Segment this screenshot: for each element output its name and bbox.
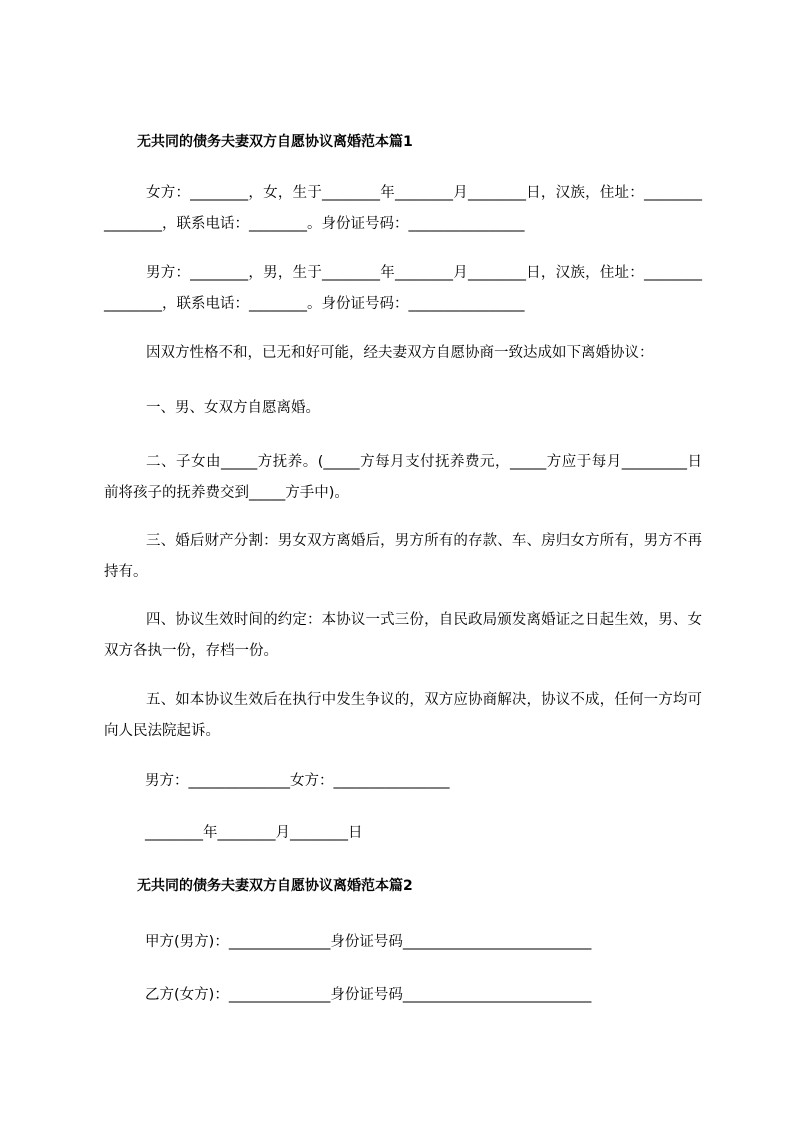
signature-line: 男方：______________女方：________________ [145, 773, 450, 789]
clause-4-paragraph: 四、协议生效时间的约定：本协议一式三份，自民政局颁发离婚证之日起生效，男、女双方各执一份，存档一份。 [104, 612, 702, 659]
section2-title: 无共同的债务夫妻双方自愿协议离婚范本篇2 [137, 878, 413, 894]
party-a-line: 甲方(男方)：______________身份证号码__________________________ [145, 934, 592, 950]
clause-1-paragraph: 一、男、女双方自愿离婚。 [146, 400, 320, 416]
clause-3-paragraph: 三、婚后财产分割：男女双方离婚后，男方所有的存款、车、房归女方所有，男方不再持有。 [104, 533, 702, 580]
clause-5-paragraph: 五、如本协议生效后在执行中发生争议的，双方应协商解决，协议不成，任何一方均可向人民法院起诉。 [104, 692, 702, 739]
preamble-paragraph: 因双方性格不和，已无和好可能，经夫妻双方自愿协商一致达成如下离婚协议： [146, 345, 654, 361]
clause-2-paragraph: 二、子女由_____方抚养。(_____方每月支付抚养费元，_____方应于每月_________日前将孩子的抚养费交到_____方手中)。 [104, 454, 702, 501]
female-info-paragraph: 女方：________，女，生于________年________月________日，汉族，住址：________________，联系电话：________。身份证号码：________________ [104, 185, 702, 232]
date-line: ________年________月________日 [145, 825, 363, 841]
section1-title: 无共同的债务夫妻双方自愿协议离婚范本篇1 [137, 134, 413, 150]
male-info-paragraph: 男方：________，男，生于________年________月________日，汉族，住址：________________，联系电话：________。身份证号码：________________ [104, 265, 702, 312]
party-b-line: 乙方(女方)：______________身份证号码__________________________ [145, 987, 592, 1003]
